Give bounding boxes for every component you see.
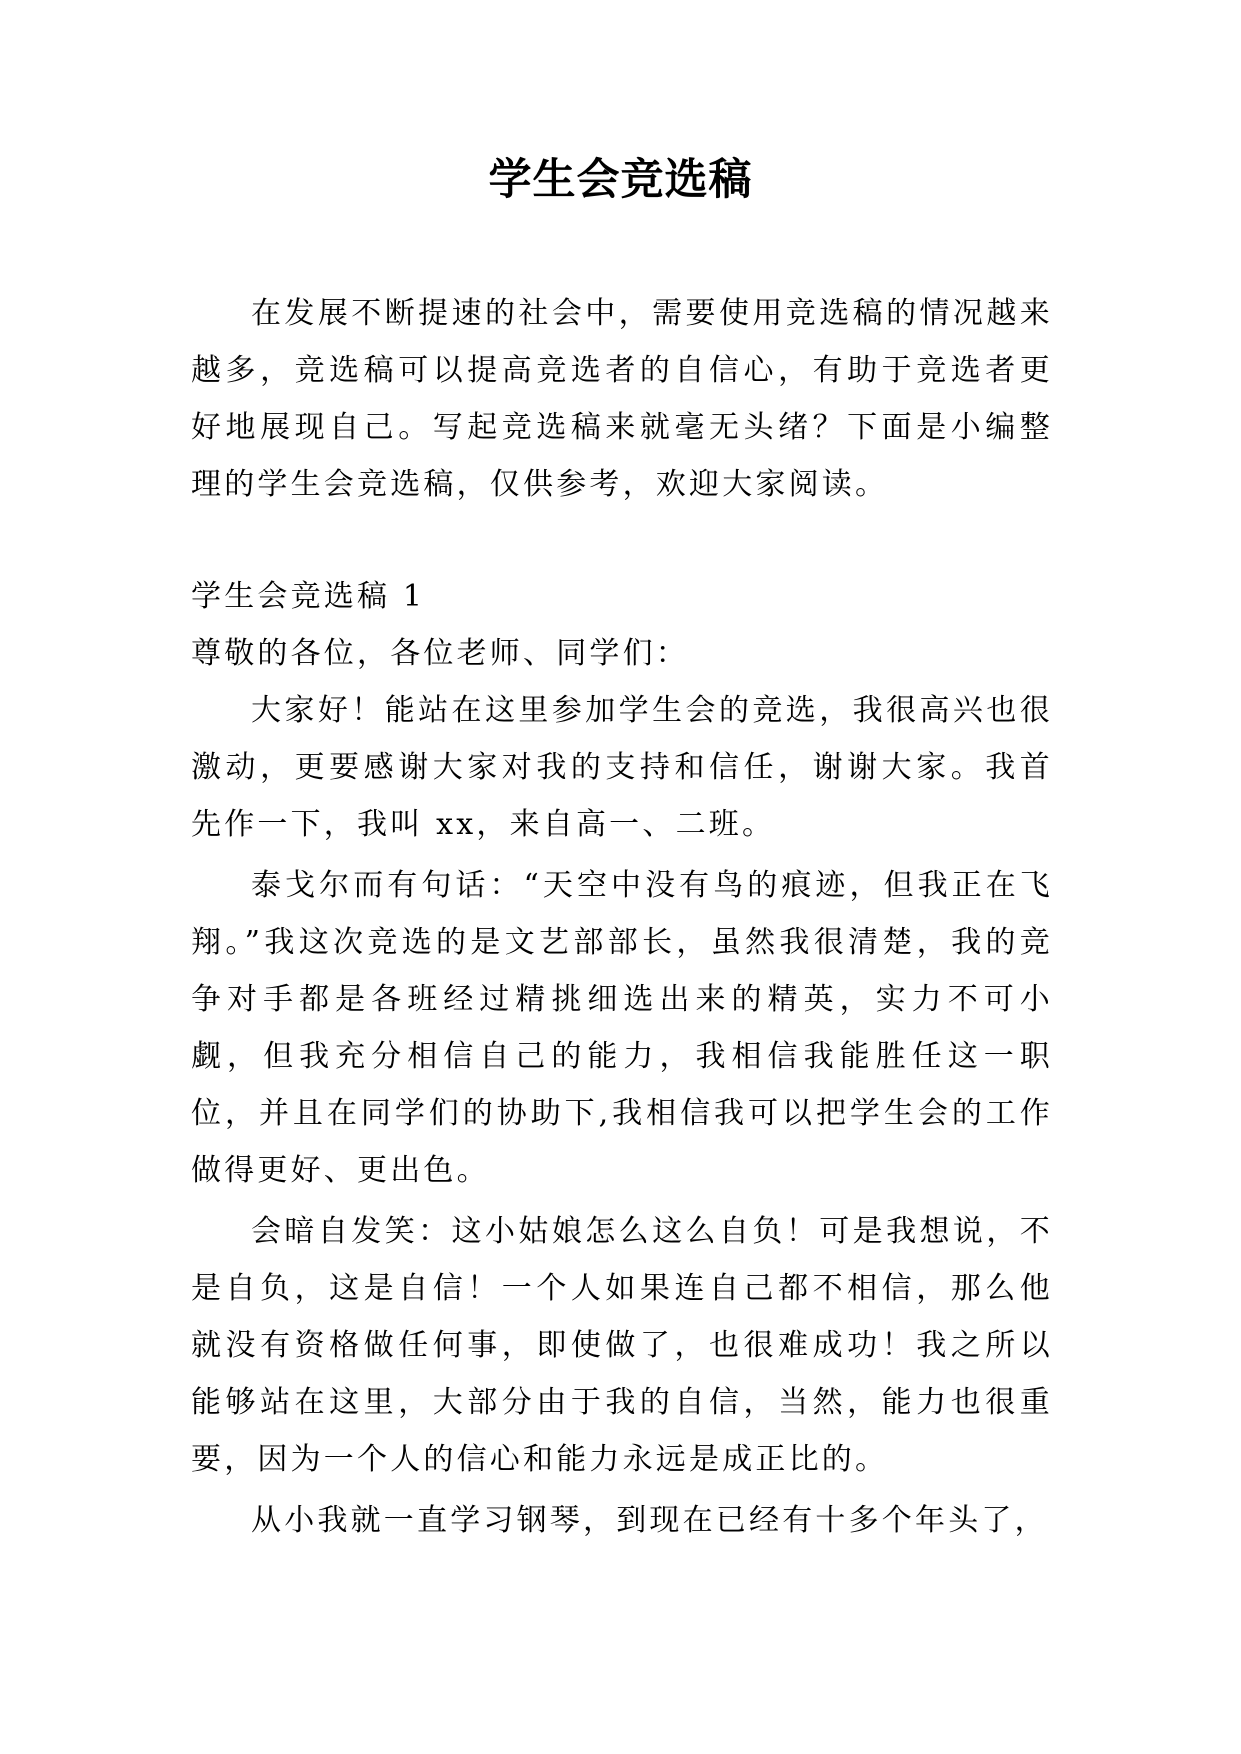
body-paragraph-2: 泰戈尔而有句话：“天空中没有鸟的痕迹，但我正在飞翔。”我这次竞选的是文艺部部长，虽然我很清楚，我的竞争对手都是各班经过精挑细选出来的精英，实力不可小觑，但我充分相信自己的能力，我相信我能胜任这一职位，并且在同学们的协助下,我相信我可以把学生会的工作做得更好、更出色。: [191, 868, 1053, 1188]
salutation: 尊敬的各位，各位老师、同学们：: [191, 636, 689, 671]
section-heading: 学生会竞选稿 1: [191, 579, 426, 614]
document-body: [191, 285, 1053, 1549]
paragraph-spacer: [191, 513, 1053, 568]
document-title: 学生会竞选稿: [488, 155, 753, 205]
body-paragraph-4: 从小我就一直学习钢琴，到现在已经有十多个年头了，: [251, 1503, 1048, 1538]
body-paragraph-3: 会暗自发笑：这小姑娘怎么这么自负！可是我想说，不是自负，这是自信！一个人如果连自己都不相信，那么他就没有资格做任何事，即使做了，也很难成功！我之所以能够站在这里，大部分由于我的自信，当然，能力也很重要，因为一个人的信心和能力永远是成正比的。: [191, 1214, 1053, 1477]
body-paragraph-1: 大家好！能站在这里参加学生会的竞选，我很高兴也很激动，更要感谢大家对我的支持和信任，谢谢大家。我首先作一下，我叫 xx，来自高一、二班。: [191, 693, 1053, 842]
intro-paragraph: 在发展不断提速的社会中，需要使用竞选稿的情况越来越多，竞选稿可以提高竞选者的自信心，有助于竞选者更好地展现自己。写起竞选稿来就毫无头绪？下面是小编整理的学生会竞选稿，仅供参考，欢迎大家阅读。: [191, 296, 1053, 502]
